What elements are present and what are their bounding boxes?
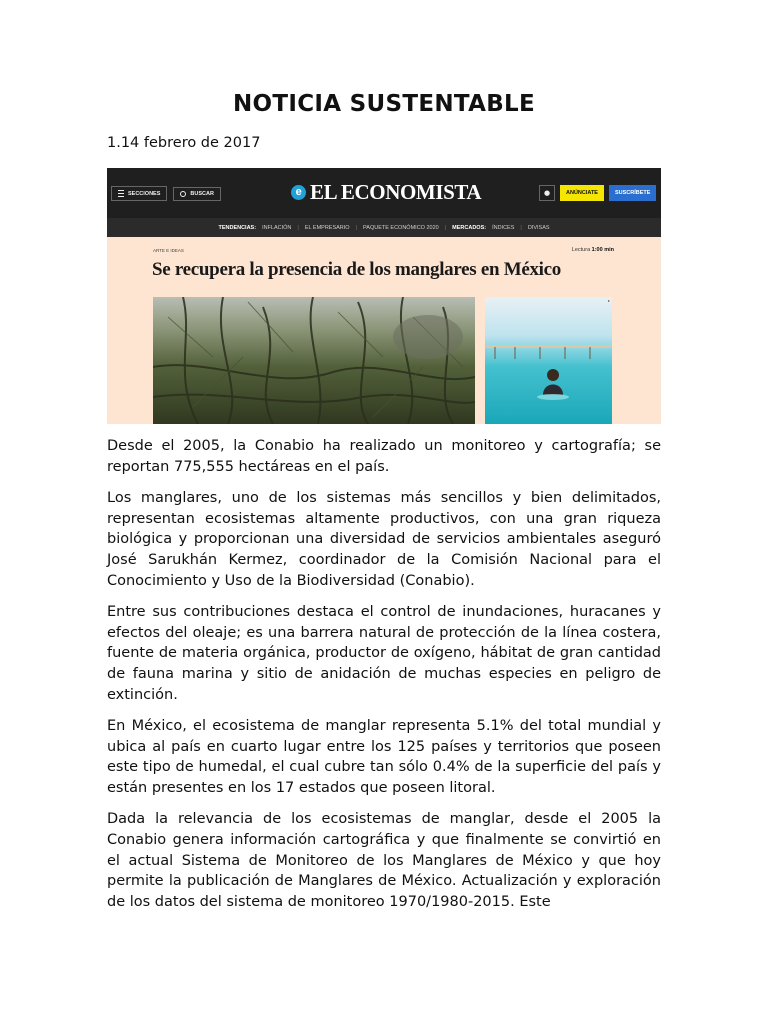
subscribe-button[interactable]: SUSCRÍBETE	[609, 185, 656, 201]
user-icon[interactable]: ●	[539, 185, 555, 201]
site-brand[interactable]	[291, 180, 481, 205]
ad-choices-icon[interactable]: ▸	[607, 298, 610, 303]
nav-separator: |	[297, 224, 299, 231]
reading-time-value: 1:00 min	[591, 247, 614, 253]
article-body	[107, 436, 661, 923]
mangrove-roots-illustration	[153, 297, 475, 424]
mangrove-photo	[153, 297, 475, 424]
paragraph: Desde el 2005, la Conabio ha realizado un monitoreo y cartografía; se reportan 775,555 hectáreas en el país.	[107, 438, 661, 475]
document-title: NOTICIA SUSTENTABLE	[232, 91, 536, 117]
trends-label: TENDENCIAS:	[218, 224, 257, 231]
date-line: 1.14 febrero de 2017	[107, 135, 261, 151]
search-button[interactable]	[173, 187, 221, 201]
trends-nav	[107, 218, 661, 237]
site-topbar	[107, 168, 661, 218]
nav-link-indices[interactable]: ÍNDICES	[492, 224, 515, 231]
brand-logo-icon: e	[291, 185, 306, 200]
paragraph: En México, el ecosistema de manglar representa 5.1% del total mundial y ubica al país en cuarto lugar entre los 125 países y territorios que poseen este tipo de humedal, el cual cubre tan sólo 0.4% de la superficie del país y están presentes en los 17 estados que poseen litoral.	[107, 717, 661, 797]
sections-button[interactable]	[111, 186, 167, 201]
brand-name: EL ECONOMISTA	[310, 180, 482, 204]
sections-label: SECCIONES	[128, 190, 161, 197]
menu-icon	[118, 190, 124, 197]
nav-separator: |	[355, 224, 358, 231]
search-icon	[180, 191, 186, 197]
section-kicker[interactable]: ARTE E IDEAS	[153, 248, 184, 253]
ad-banner[interactable]	[485, 297, 612, 424]
article-screenshot	[107, 168, 661, 424]
article-headline: Se recupera la presencia de los manglares en México	[152, 259, 561, 280]
paragraph: Los manglares, uno de los sistemas más sencillos y bien delimitados, representan ecosistemas altamente productivos, con una gran riqueza biológica y proporcionan una diversidad de servicios ambientales aseguró José Sarukhán Kermez, coordinador de la Comisión Nacional para el Conocimiento y Uso de la Biodiversidad (Conabio).	[107, 489, 661, 589]
nav-separator: |	[520, 224, 522, 231]
paragraph: Dada la relevancia de los ecosistemas de manglar, desde el 2005 la Conabio genera información cartográfica y que finalmente se convirtió en el actual Sistema de Monitoreo de los Manglares de México y que hoy permite la publicación de Manglares de México. Actualización y exploración de los datos del sistema de monitoreo 1970/1980-2015. Este	[107, 811, 661, 911]
nav-link-divisas[interactable]: DIVISAS	[527, 224, 550, 231]
markets-label: MERCADOS:	[452, 224, 487, 231]
paragraph: Entre sus contribuciones destaca el control de inundaciones, huracanes y efectos del oleaje; es una barrera natural de protección de la línea costera, fuente de materia orgánica, productor de oxígeno, hábitat de gran cantidad de fauna marina y sitio de anidación de muchas especies en peligro de extinción.	[107, 603, 661, 703]
nav-separator: |	[444, 224, 447, 231]
search-label: BUSCAR	[190, 190, 214, 197]
beach-ad-illustration	[485, 297, 612, 424]
nav-link-inflation[interactable]: INFLACIÓN	[262, 224, 292, 231]
reading-time	[572, 247, 614, 253]
nav-link-paquete[interactable]: PAQUETE ECONÓMICO 2020	[363, 224, 439, 231]
nav-link-empresario[interactable]: EL EMPRESARIO	[304, 224, 350, 231]
advertise-button[interactable]: ANÚNCIATE	[560, 185, 604, 201]
reading-time-label: Lectura	[571, 247, 591, 253]
